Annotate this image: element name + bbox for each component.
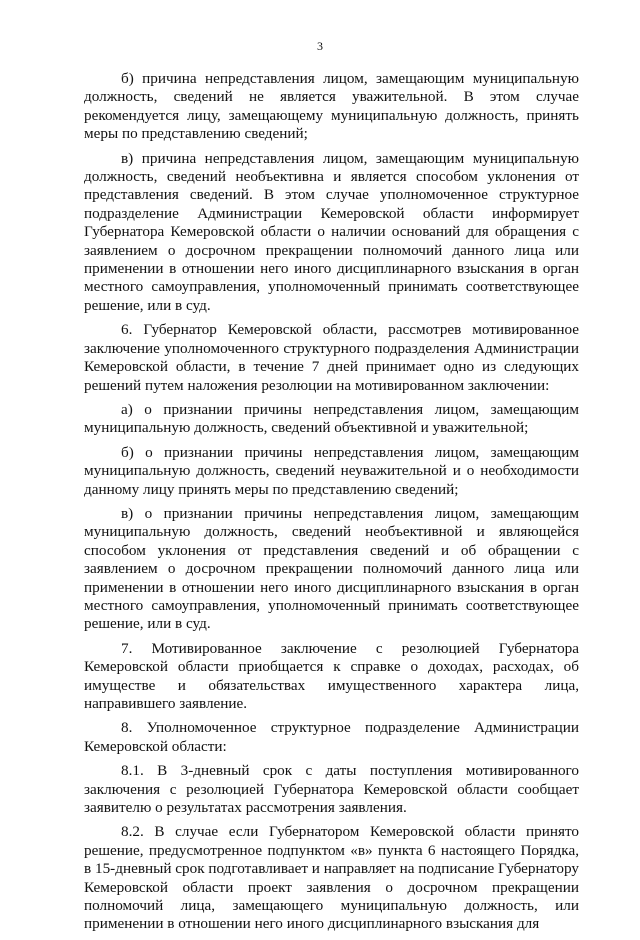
document-body [84,70,579,940]
paragraph-7: 7. Мотивированное заключение с резолюцией Губернатора Кемеровской области приобщается к справке о доходах, расходах, об имуществе и обязательствах имущественного характера лица, направившего заявление. [84,639,579,712]
paragraph-8: 8. Уполномоченное структурное подразделение Администрации Кемеровской области: [84,719,579,755]
paragraph-v-evasion: в) причина непредставления лицом, замещающим муниципальную должность, сведений необъективна и является способом уклонения от представления сведений. В этом случае уполномоченное структурное подразделение Администрации Кемеровской области информирует Губернатора Кемеровской области о наличии оснований для обращения с заявлением о досрочном прекращении полномочий данного лица или применении в отношении него иного дисциплинарного взыскания в орган местного самоуправления, уполномоченный принимать соответствующее решение, или в суд. [84,149,579,314]
paragraph-8-2: 8.2. В случае если Губернатором Кемеровской области принято решение, предусмотренное подпунктом «в» пункта 6 настоящего Порядка, в 15-дневный срок подготавливает и направляет на подписание Губернатору Кемеровской области проект заявления о досрочном прекращении полномочий лица, замещающего муниципальную должность, или применении в отношении него иного дисциплинарного взыскания для [84,823,579,933]
paragraph-6-governor-decision: 6. Губернатор Кемеровской области, рассмотрев мотивированное заключение уполномоченного структурного подразделения Администрации Кемеровской области, в течение 7 дней принимает одно из следующих решений путем наложения резолюции на мотивированном заключении: [84,321,579,394]
page-number: 3 [317,39,323,53]
paragraph-b-unjustified-reason: б) причина непредставления лицом, замещающим муниципальную должность, сведений не является уважительной. В этом случае рекомендуется лицу, замещающему муниципальную должность, принять меры по представлению сведений; [84,70,579,143]
paragraph-8-1: 8.1. В 3-дневный срок с даты поступления мотивированного заключения с резолюцией Губернатора Кемеровской области сообщает заявителю о результатах рассмотрения заявления. [84,762,579,817]
paragraph-6b: б) о признании причины непредставления лицом, замещающим муниципальную должность, сведений неуважительной и о необходимости данному лицу принять меры по представлению сведений; [84,443,579,498]
paragraph-6a: а) о признании причины непредставления лицом, замещающим муниципальную должность, сведений объективной и уважительной; [84,400,579,437]
paragraph-6v: в) о признании причины непредставления лицом, замещающим муниципальную должность, сведений необъективной и являющейся способом уклонения от представления сведений и об обращении с заявлением о досрочном прекращении полномочий данного лица или применении в отношении него иного дисциплинарного взыскания в орган местного самоуправления, уполномоченный принимать соответствующее решение, или в суд. [84,504,579,633]
